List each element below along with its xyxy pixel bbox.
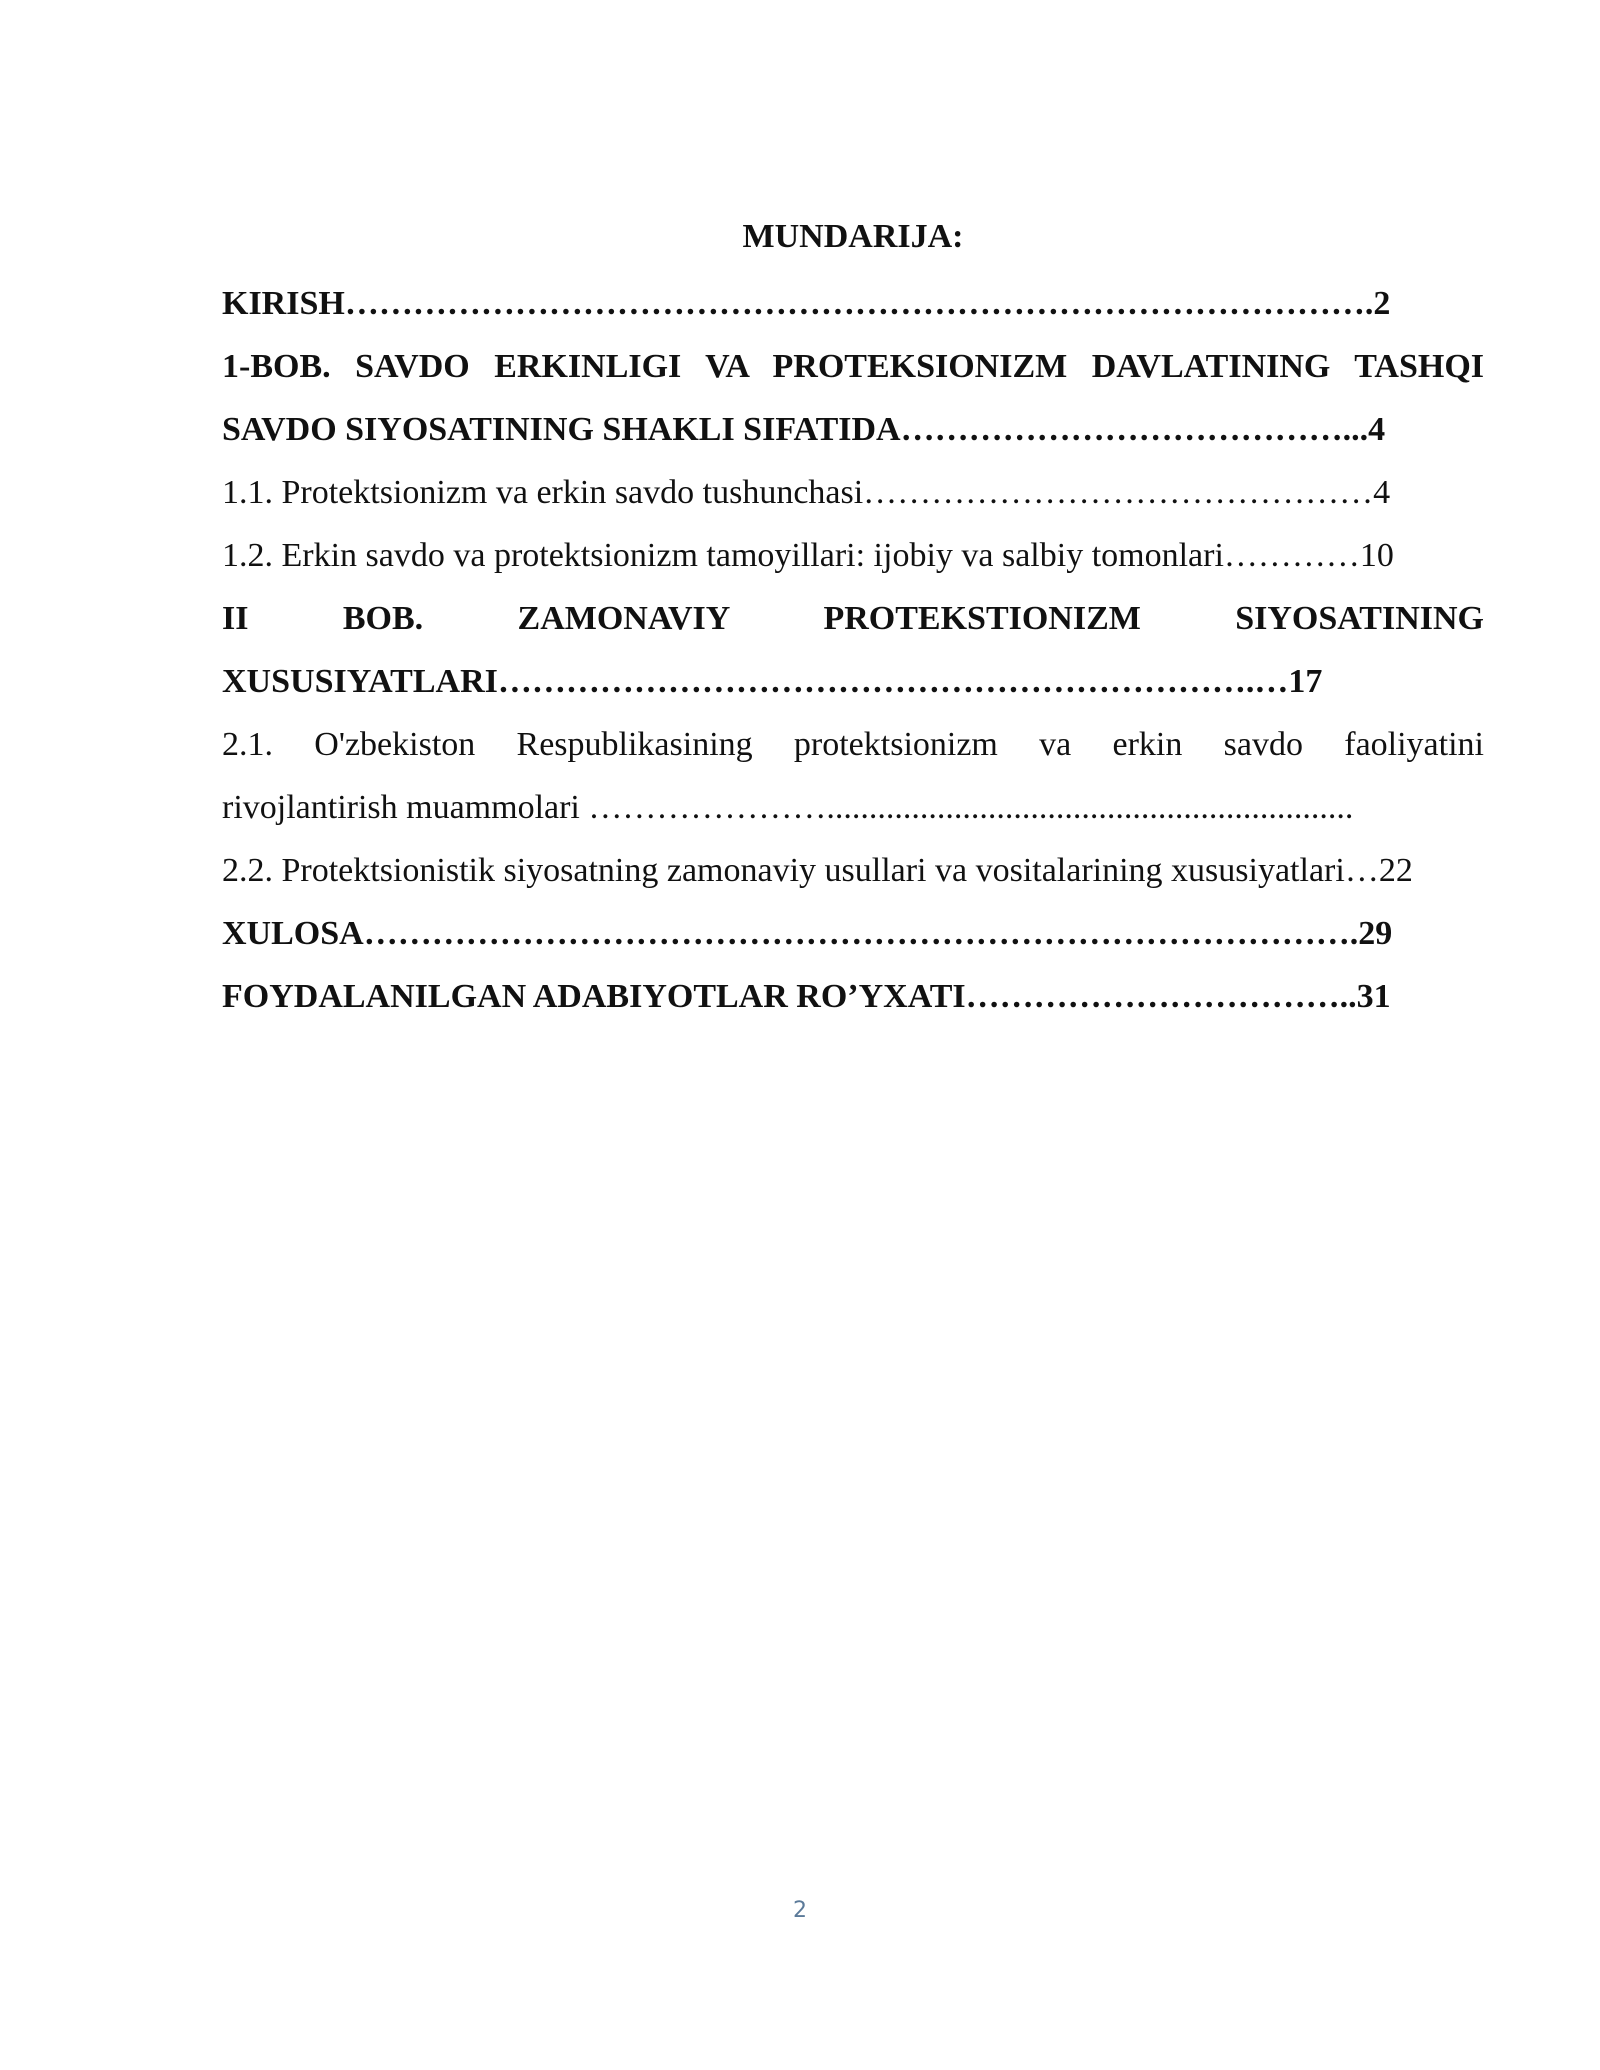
toc-entry-section-2-2: 2.2. Protektsionistik siyosatning zamonaviy usullari va vositalarining xususiyatlari…22 — [222, 852, 1413, 889]
document-page — [222, 210, 1484, 1028]
toc-title: MUNDARIJA: — [742, 218, 964, 255]
page-number: 2 — [793, 1898, 807, 1923]
toc-entry-section-2-1-line-1: 2.1. O'zbekiston Respublikasining protektsionizm va erkin savdo faoliyatini — [222, 726, 1484, 763]
toc-entry-chapter-1-line-2: SAVDO SIYOSATINING SHAKLI SIFATIDA…………………………………...4 — [222, 411, 1386, 448]
toc-entry-chapter-1-line-1: 1-BOB. SAVDO ERKINLIGI VA PROTEKSIONIZM DAVLATINING TASHQI — [222, 348, 1484, 385]
toc-entry-section-1-1: 1.1. Protektsionizm va erkin savdo tushunchasi………………………………………4 — [222, 474, 1391, 511]
toc-entry-xulosa: XULOSA…………………………………………………………………………….29 — [222, 915, 1393, 952]
toc-entry-chapter-2-line-1: II BOB. ZAMONAVIY PROTEKSTIONIZM SIYOSATINING — [222, 600, 1484, 637]
toc-entry-section-2-1-line-2: rivojlantirish muammolari ………………….............................................................. — [222, 789, 1354, 826]
toc-entry-section-1-2: 1.2. Erkin savdo va protektsionizm tamoyillari: ijobiy va salbiy tomonlari…………10 — [222, 537, 1394, 574]
toc-entry-bibliography: FOYDALANILGAN ADABIYOTLAR RO’YXATI……………………………..31 — [222, 978, 1391, 1015]
toc-entry-kirish: KIRISH……………………………………………………………………………….2 — [222, 285, 1391, 322]
toc-entry-chapter-2-line-2: XUSUSIYATLARI………………………………………………………….…17 — [222, 663, 1323, 700]
